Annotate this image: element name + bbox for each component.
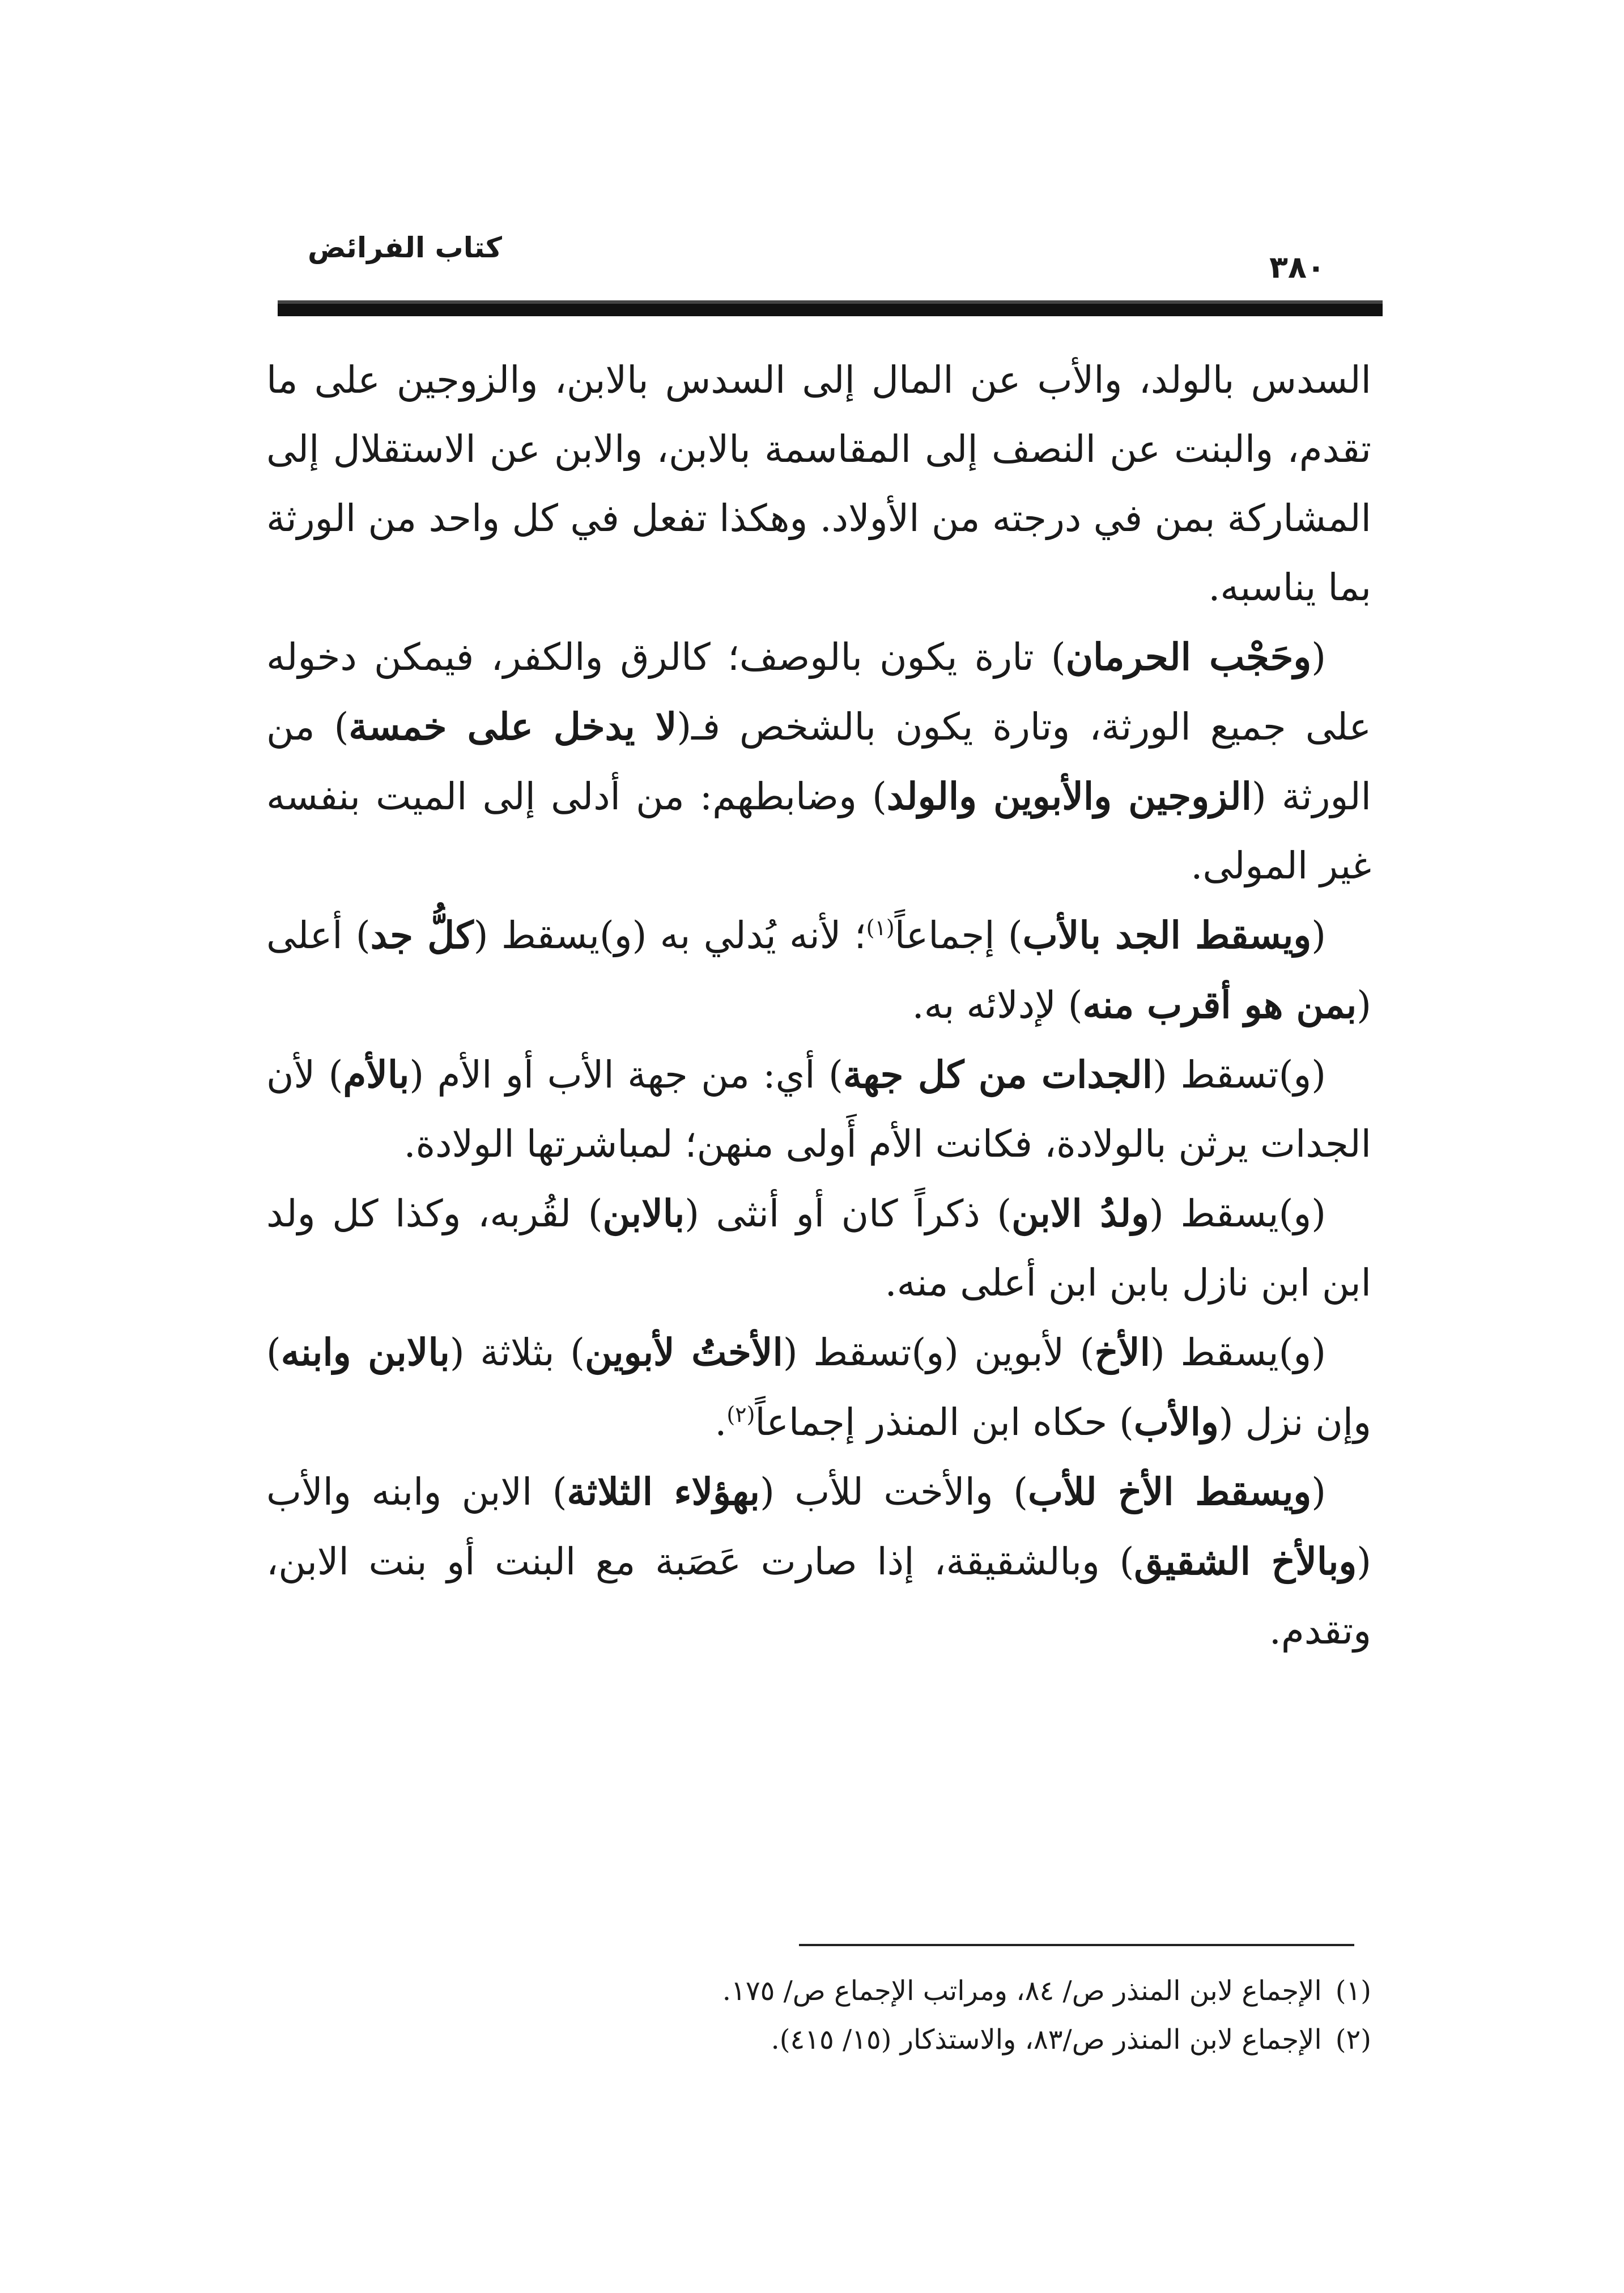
bold-term: بالابن وابنه xyxy=(280,1330,450,1374)
text-run: ) لأبوين (و)تسقط ( xyxy=(783,1331,1095,1374)
bold-term: بالأم xyxy=(343,1052,410,1097)
bold-term: ولدُ الابن xyxy=(1011,1191,1149,1235)
bold-term: بالابن xyxy=(602,1191,685,1235)
text-run: ) وإن نزل ( xyxy=(266,1331,1371,1444)
footnote-text: الإجماع لابن المنذر ص/٨٣، والاستذكار (١٥/ ٤١٥). xyxy=(771,2024,1322,2056)
text-run: ) ذكراً كان أو أنثى ( xyxy=(685,1192,1012,1235)
footnote-number: (١) xyxy=(1335,1975,1371,2007)
text-run: ) أي: من جهة الأب أو الأم ( xyxy=(409,1053,843,1097)
text-run: (و)تسقط ( xyxy=(1153,1053,1327,1097)
running-title: كتاب الفرائض xyxy=(307,231,502,264)
text-run: السدس بالولد، والأب عن المال إلى السدس بالابن، والزوجين على ما تقدم، والبنت عن النصف إلى المقاسمة بالابن، والابن عن الاستقلال إلى المشاركة بمن في درجته من الأولاد. وهكذا تفعل في كل واحد من الورثة بما يناسبه. xyxy=(266,358,1371,609)
bold-term: لا يدخل على خمسة xyxy=(348,704,677,749)
bold-term: وحَجْب الحرمان xyxy=(1065,635,1312,679)
text-run: ) بثلاثة ( xyxy=(449,1331,585,1374)
footnotes xyxy=(397,1967,1371,2064)
paragraph-5 xyxy=(266,1179,1371,1318)
body-text xyxy=(266,346,1371,1666)
text-run: ) أعلى ( xyxy=(266,914,1371,1027)
bold-term: ويسقط الأخ للأب xyxy=(1027,1470,1312,1514)
paragraph-3 xyxy=(266,901,1371,1040)
footnote-marker[interactable]: (١) xyxy=(866,915,895,940)
text-run: ) تارة يكون بالوصف؛ كالرق والكفر، فيمكن دخوله على جميع الورثة، وتارة يكون بالشخص فـ( xyxy=(266,635,1371,749)
text-run: ) وضابطهم: من أدلى إلى الميت بنفسه غير المولى. xyxy=(266,775,1371,888)
bold-term: الزوجين والأبوين والولد xyxy=(886,774,1252,818)
text-run: ) لإدلائه به. xyxy=(912,983,1083,1027)
text-run: ) لقُربه، وكذا كل ولد ابن ابن نازل بابن ابن أعلى منه. xyxy=(266,1192,1371,1305)
text-run: (و)يسقط ( xyxy=(1149,1192,1326,1235)
text-run: ( xyxy=(1311,914,1327,957)
text-run: ( xyxy=(1311,1470,1326,1514)
bold-term: كلُّ جد xyxy=(370,913,474,957)
text-run: ) إجماعاً xyxy=(894,914,1023,957)
bold-term: ويسقط الجد بالأب xyxy=(1022,913,1312,957)
text-run: (و)يسقط ( xyxy=(1150,1331,1326,1374)
text-run: ) وبالشقيقة، إذا صارت عَصَبة مع البنت أو بنت الابن، وتقدم. xyxy=(266,1540,1371,1653)
text-run: ) والأخت للأب ( xyxy=(760,1470,1028,1514)
text-run: ) من الورثة ( xyxy=(266,705,1371,818)
text-run: ) حكاه ابن المنذر إجماعاً xyxy=(755,1400,1134,1444)
bold-term: الجدات من كل جهة xyxy=(843,1052,1153,1097)
page-number: ٣٨٠ xyxy=(1269,249,1325,285)
paragraph-7 xyxy=(266,1457,1371,1666)
footnote-separator xyxy=(799,1944,1354,1946)
footnote-marker[interactable]: (٢) xyxy=(726,1402,755,1427)
bold-term: والأب xyxy=(1133,1400,1219,1444)
footnote-2 xyxy=(397,2015,1371,2064)
footnote-text: الإجماع لابن المنذر ص/ ٨٤، ومراتب الإجماع ص/ ١٧٥. xyxy=(722,1975,1322,2007)
paragraph-4 xyxy=(266,1040,1371,1179)
paragraph-2 xyxy=(266,622,1371,901)
text-run: ) لأن الجدات يرثن بالولادة، فكانت الأم أَولى منهن؛ لمباشرتها الولادة. xyxy=(266,1053,1371,1166)
text-run: ؛ لأنه يُدلي به (و)يسقط ( xyxy=(473,914,866,957)
footnote-1 xyxy=(397,1967,1371,2015)
bold-term: وبالأخ الشقيق xyxy=(1134,1539,1357,1583)
bold-term: بمن هو أقرب منه xyxy=(1082,983,1357,1027)
bold-term: الأخ xyxy=(1094,1330,1151,1374)
text-run: ( xyxy=(1311,635,1326,679)
paragraph-1 xyxy=(266,346,1371,622)
header-rule xyxy=(278,300,1383,316)
bold-term: الأختُ لأبوين xyxy=(584,1330,783,1374)
text-run: . xyxy=(715,1400,727,1444)
bold-term: بهؤلاء الثلاثة xyxy=(567,1470,760,1514)
paragraph-6 xyxy=(266,1318,1371,1457)
text-run: ) الابن وابنه والأب ( xyxy=(266,1470,1372,1583)
footnote-number: (٢) xyxy=(1335,2024,1371,2056)
